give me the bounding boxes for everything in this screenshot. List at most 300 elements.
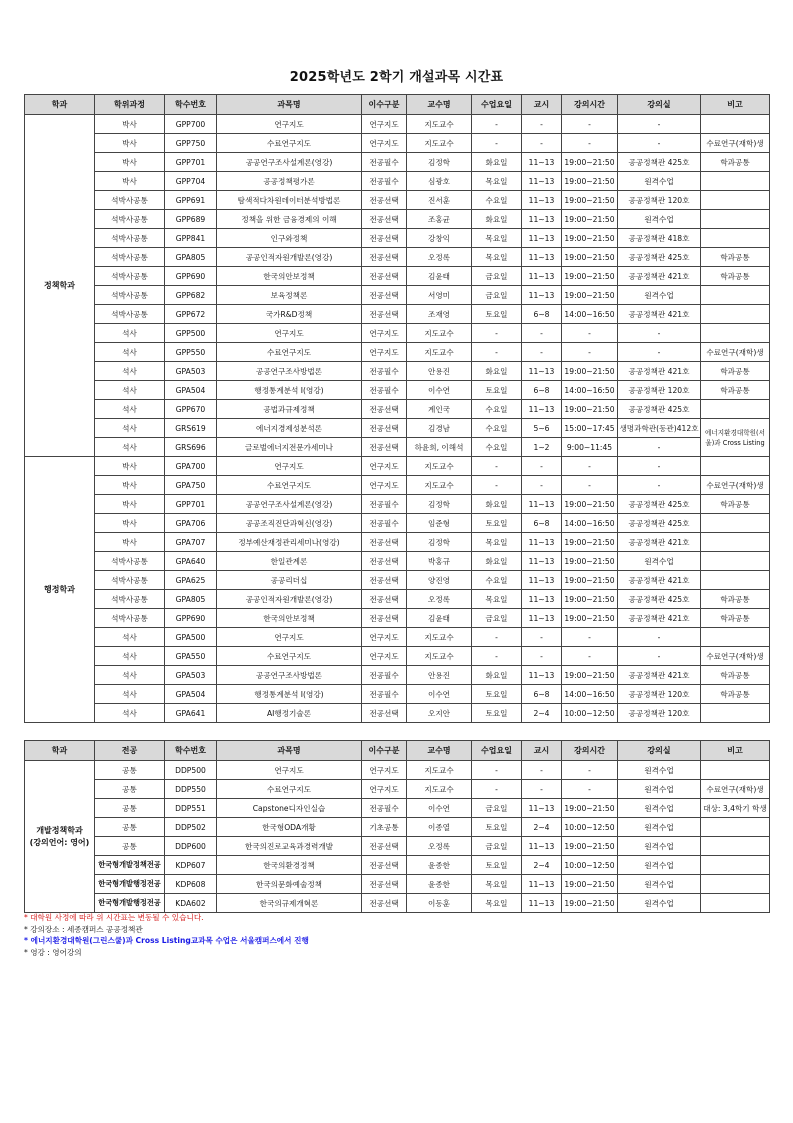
course-code-cell: GPP690: [165, 267, 217, 286]
weekday-cell: 수요일: [472, 571, 522, 590]
course-code-cell: GPA805: [165, 248, 217, 267]
course-title-cell: 정부예산재정관리세미나(영강): [217, 533, 362, 552]
course-title-cell: 수료연구지도: [217, 647, 362, 666]
course-code-cell: GPP701: [165, 495, 217, 514]
course-title-cell: 국가R&D정책: [217, 305, 362, 324]
professor-cell: 이수연: [407, 799, 472, 818]
course-type-cell: 전공선택: [362, 210, 407, 229]
classroom-cell: -: [618, 457, 701, 476]
classroom-cell: 공공정책관 425호: [618, 590, 701, 609]
degree-cell: 석사: [95, 438, 165, 457]
remarks-cell: 대상: 3,4학기 학생: [701, 799, 770, 818]
course-title-cell: 행정통계분석 Ⅰ(영강): [217, 381, 362, 400]
major-cell: 공통: [95, 799, 165, 818]
period-cell: -: [522, 476, 562, 495]
course-title-cell: 공공연구조사설계론(영강): [217, 495, 362, 514]
course-code-cell: GPP670: [165, 400, 217, 419]
lecture-time-cell: -: [562, 761, 618, 780]
table-row: [25, 267, 770, 286]
degree-cell: 석사: [95, 685, 165, 704]
column-header: 강의시간: [562, 95, 618, 115]
remarks-cell: 수료연구(재학)생: [701, 134, 770, 153]
professor-cell: 오정록: [407, 590, 472, 609]
weekday-cell: -: [472, 343, 522, 362]
period-cell: 11~13: [522, 400, 562, 419]
period-cell: 6~8: [522, 305, 562, 324]
professor-cell: 지도교수: [407, 457, 472, 476]
course-title-cell: 연구지도: [217, 761, 362, 780]
professor-cell: 조홍균: [407, 210, 472, 229]
weekday-cell: 화요일: [472, 153, 522, 172]
classroom-cell: 공공정책관 120호: [618, 381, 701, 400]
weekday-cell: 목요일: [472, 894, 522, 913]
professor-cell: 지도교수: [407, 780, 472, 799]
professor-cell: 오정록: [407, 248, 472, 267]
professor-cell: 김정학: [407, 153, 472, 172]
period-cell: 11~13: [522, 533, 562, 552]
remarks-cell: [701, 115, 770, 134]
department-cell: 행정학과: [25, 457, 95, 723]
classroom-cell: 공공정책관 425호: [618, 153, 701, 172]
weekday-cell: 토요일: [472, 381, 522, 400]
period-cell: 11~13: [522, 590, 562, 609]
lecture-time-cell: 19:00~21:50: [562, 666, 618, 685]
course-code-cell: GPA503: [165, 362, 217, 381]
course-code-cell: GPP689: [165, 210, 217, 229]
weekday-cell: 목요일: [472, 172, 522, 191]
weekday-cell: 토요일: [472, 514, 522, 533]
course-type-cell: 연구지도: [362, 115, 407, 134]
course-type-cell: 전공선택: [362, 552, 407, 571]
degree-cell: 박사: [95, 115, 165, 134]
lecture-time-cell: -: [562, 324, 618, 343]
professor-cell: 김윤태: [407, 609, 472, 628]
remarks-cell: [701, 875, 770, 894]
weekday-cell: 수요일: [472, 400, 522, 419]
course-title-cell: 한국의규제개혁론: [217, 894, 362, 913]
course-type-cell: 전공필수: [362, 666, 407, 685]
course-type-cell: 전공선택: [362, 267, 407, 286]
classroom-cell: 공공정책관 120호: [618, 191, 701, 210]
classroom-cell: 공공정책관 425호: [618, 495, 701, 514]
period-cell: 2~4: [522, 704, 562, 723]
remarks-cell: [701, 400, 770, 419]
professor-cell: 오정록: [407, 837, 472, 856]
table-row: [25, 818, 770, 837]
course-type-cell: 전공선택: [362, 248, 407, 267]
course-title-cell: 연구지도: [217, 115, 362, 134]
lecture-time-cell: -: [562, 628, 618, 647]
remarks-cell: [701, 210, 770, 229]
degree-cell: 석박사공통: [95, 229, 165, 248]
course-type-cell: 전공필수: [362, 381, 407, 400]
period-cell: -: [522, 780, 562, 799]
course-title-cell: 연구지도: [217, 628, 362, 647]
lecture-time-cell: 19:00~21:50: [562, 552, 618, 571]
weekday-cell: -: [472, 476, 522, 495]
remarks-cell: [701, 552, 770, 571]
remarks-cell: [701, 286, 770, 305]
period-cell: 11~13: [522, 894, 562, 913]
remarks-cell: [701, 571, 770, 590]
course-title-cell: 공공조직진단과혁신(영강): [217, 514, 362, 533]
degree-cell: 석사: [95, 666, 165, 685]
lecture-time-cell: 19:00~21:50: [562, 837, 618, 856]
course-type-cell: 연구지도: [362, 761, 407, 780]
professor-cell: 지도교수: [407, 324, 472, 343]
course-type-cell: 연구지도: [362, 780, 407, 799]
table-row: [25, 115, 770, 134]
column-header: 학위과정: [95, 95, 165, 115]
lecture-time-cell: 19:00~21:50: [562, 286, 618, 305]
degree-cell: 석사: [95, 628, 165, 647]
classroom-cell: -: [618, 343, 701, 362]
weekday-cell: 수요일: [472, 438, 522, 457]
lecture-time-cell: 14:00~16:50: [562, 514, 618, 533]
department-name: 개발정책학과: [36, 825, 83, 835]
degree-cell: 석사: [95, 324, 165, 343]
classroom-cell: 공공정책관 421호: [618, 533, 701, 552]
weekday-cell: 화요일: [472, 495, 522, 514]
degree-cell: 석사: [95, 704, 165, 723]
course-code-cell: DDP502: [165, 818, 217, 837]
course-type-cell: 전공필수: [362, 685, 407, 704]
course-title-cell: 한국의환경정책: [217, 856, 362, 875]
course-type-cell: 전공필수: [362, 514, 407, 533]
major-cell: 한국형개발정책전공: [95, 856, 165, 875]
course-code-cell: GPP682: [165, 286, 217, 305]
lecture-language-note: (강의언어: 영어): [29, 837, 90, 847]
department-cell: [25, 761, 95, 913]
period-cell: 2~4: [522, 818, 562, 837]
professor-cell: 김정학: [407, 533, 472, 552]
professor-cell: 지도교수: [407, 134, 472, 153]
lecture-time-cell: -: [562, 457, 618, 476]
classroom-cell: 공공정책관 421호: [618, 362, 701, 381]
lecture-time-cell: 19:00~21:50: [562, 875, 618, 894]
course-code-cell: KDP608: [165, 875, 217, 894]
period-cell: -: [522, 115, 562, 134]
lecture-time-cell: -: [562, 476, 618, 495]
table-row: [25, 248, 770, 267]
weekday-cell: -: [472, 115, 522, 134]
course-title-cell: 공공연구조사방법론: [217, 666, 362, 685]
remarks-cell: 학과공통: [701, 495, 770, 514]
lecture-time-cell: -: [562, 343, 618, 362]
column-header: 강의실: [618, 741, 701, 761]
lecture-time-cell: 10:00~12:50: [562, 818, 618, 837]
course-code-cell: GPP672: [165, 305, 217, 324]
classroom-cell: -: [618, 134, 701, 153]
classroom-cell: 원격수업: [618, 780, 701, 799]
remarks-cell: [701, 818, 770, 837]
table-row: [25, 457, 770, 476]
course-type-cell: 전공선택: [362, 571, 407, 590]
column-header: 이수구분: [362, 95, 407, 115]
lecture-time-cell: 19:00~21:50: [562, 153, 618, 172]
professor-cell: 김정학: [407, 495, 472, 514]
course-title-cell: 탐색적다차원데이터분석방법론: [217, 191, 362, 210]
column-header: 교수명: [407, 741, 472, 761]
note-cross-listing: * 에너지환경대학원(그린스쿨)과 Cross Listing교과목 수업은 서울캠퍼스에서 진행: [24, 936, 309, 945]
note-location: * 강의장소 : 세종캠퍼스 공공정책관: [24, 924, 143, 934]
course-code-cell: GPP700: [165, 115, 217, 134]
course-type-cell: 전공선택: [362, 305, 407, 324]
classroom-cell: 공공정책관 425호: [618, 400, 701, 419]
column-header: 강의실: [618, 95, 701, 115]
period-cell: 11~13: [522, 552, 562, 571]
column-header: 학과: [25, 95, 95, 115]
department-cell: 정책학과: [25, 115, 95, 457]
remarks-cell: 학과공통: [701, 590, 770, 609]
course-title-cell: 수료연구지도: [217, 476, 362, 495]
weekday-cell: 수요일: [472, 191, 522, 210]
remarks-cell: [701, 628, 770, 647]
weekday-cell: 목요일: [472, 229, 522, 248]
course-code-cell: GPA707: [165, 533, 217, 552]
lecture-time-cell: 19:00~21:50: [562, 609, 618, 628]
course-title-cell: 수료연구지도: [217, 134, 362, 153]
period-cell: 11~13: [522, 495, 562, 514]
classroom-cell: -: [618, 438, 701, 457]
professor-cell: 심광호: [407, 172, 472, 191]
lecture-time-cell: -: [562, 780, 618, 799]
course-type-cell: 전공선택: [362, 856, 407, 875]
course-code-cell: DDP600: [165, 837, 217, 856]
course-code-cell: KDA602: [165, 894, 217, 913]
professor-cell: 윤종한: [407, 856, 472, 875]
table-row: [25, 894, 770, 913]
weekday-cell: 목요일: [472, 590, 522, 609]
lecture-time-cell: -: [562, 134, 618, 153]
classroom-cell: -: [618, 324, 701, 343]
remarks-cell: 학과공통: [701, 267, 770, 286]
table-row: [25, 837, 770, 856]
remarks-cell: 수료연구(재학)생: [701, 343, 770, 362]
course-code-cell: GPP500: [165, 324, 217, 343]
table-row: [25, 153, 770, 172]
period-cell: 11~13: [522, 210, 562, 229]
professor-cell: 지도교수: [407, 761, 472, 780]
course-type-cell: 전공선택: [362, 704, 407, 723]
table-row: [25, 400, 770, 419]
table-row: [25, 628, 770, 647]
weekday-cell: -: [472, 761, 522, 780]
table-row: [25, 381, 770, 400]
course-title-cell: 수료연구지도: [217, 343, 362, 362]
course-title-cell: 한국의진로교육과경력개발: [217, 837, 362, 856]
classroom-cell: -: [618, 476, 701, 495]
weekday-cell: 금요일: [472, 837, 522, 856]
course-type-cell: 전공필수: [362, 495, 407, 514]
course-type-cell: 전공필수: [362, 362, 407, 381]
weekday-cell: 토요일: [472, 856, 522, 875]
professor-cell: 이종열: [407, 818, 472, 837]
professor-cell: 양진영: [407, 571, 472, 590]
course-title-cell: 한국형ODA개황: [217, 818, 362, 837]
course-type-cell: 전공선택: [362, 875, 407, 894]
course-title-cell: 정책을 위한 금융경제의 이해: [217, 210, 362, 229]
course-type-cell: 연구지도: [362, 343, 407, 362]
remarks-cell: [701, 533, 770, 552]
table-row: [25, 343, 770, 362]
course-type-cell: 연구지도: [362, 457, 407, 476]
course-title-cell: 한국의안보정책: [217, 609, 362, 628]
professor-cell: 지도교수: [407, 476, 472, 495]
degree-cell: 석박사공통: [95, 552, 165, 571]
lecture-time-cell: 19:00~21:50: [562, 210, 618, 229]
lecture-time-cell: 19:00~21:50: [562, 191, 618, 210]
degree-cell: 박사: [95, 134, 165, 153]
column-header: 학과: [25, 741, 95, 761]
professor-cell: 오지안: [407, 704, 472, 723]
course-title-cell: 연구지도: [217, 457, 362, 476]
major-cell: 한국형개발행정전공: [95, 894, 165, 913]
page-title: 2025학년도 2학기 개설과목 시간표: [289, 70, 504, 85]
weekday-cell: -: [472, 628, 522, 647]
period-cell: 1~2: [522, 438, 562, 457]
table-row: [25, 761, 770, 780]
professor-cell: 김경남: [407, 419, 472, 438]
lecture-time-cell: 19:00~21:50: [562, 571, 618, 590]
course-code-cell: GPA641: [165, 704, 217, 723]
course-code-cell: GPP691: [165, 191, 217, 210]
course-code-cell: GPA500: [165, 628, 217, 647]
table-row: [25, 609, 770, 628]
weekday-cell: 화요일: [472, 362, 522, 381]
table-row: [25, 780, 770, 799]
column-header: 비고: [701, 741, 770, 761]
course-title-cell: 공법과규제정책: [217, 400, 362, 419]
course-title-cell: 인구와정책: [217, 229, 362, 248]
classroom-cell: 원격수업: [618, 837, 701, 856]
course-type-cell: 전공선택: [362, 894, 407, 913]
classroom-cell: 원격수업: [618, 856, 701, 875]
degree-cell: 석박사공통: [95, 571, 165, 590]
lecture-time-cell: 19:00~21:50: [562, 590, 618, 609]
classroom-cell: 원격수업: [618, 210, 701, 229]
degree-cell: 석사: [95, 381, 165, 400]
professor-cell: 지도교수: [407, 343, 472, 362]
period-cell: 6~8: [522, 381, 562, 400]
major-cell: 공통: [95, 761, 165, 780]
period-cell: 11~13: [522, 286, 562, 305]
period-cell: -: [522, 343, 562, 362]
table-row: [25, 552, 770, 571]
period-cell: 6~8: [522, 685, 562, 704]
table-row: [25, 305, 770, 324]
table-row: [25, 419, 770, 438]
course-code-cell: GRS619: [165, 419, 217, 438]
weekday-cell: 목요일: [472, 875, 522, 894]
degree-cell: 석사: [95, 362, 165, 381]
course-type-cell: 전공선택: [362, 438, 407, 457]
classroom-cell: 공공정책관 120호: [618, 704, 701, 723]
weekday-cell: 화요일: [472, 210, 522, 229]
lecture-time-cell: 14:00~16:50: [562, 305, 618, 324]
course-type-cell: 전공선택: [362, 419, 407, 438]
table-row: [25, 362, 770, 381]
course-code-cell: DDP550: [165, 780, 217, 799]
course-title-cell: 수료연구지도: [217, 780, 362, 799]
lecture-time-cell: 19:00~21:50: [562, 172, 618, 191]
classroom-cell: 생명과학관(동관)412호: [618, 419, 701, 438]
professor-cell: 윤종한: [407, 875, 472, 894]
remarks-cell: 학과공통: [701, 248, 770, 267]
course-type-cell: 연구지도: [362, 324, 407, 343]
period-cell: 11~13: [522, 799, 562, 818]
weekday-cell: -: [472, 647, 522, 666]
course-code-cell: GPA750: [165, 476, 217, 495]
remarks-cell: [701, 837, 770, 856]
weekday-cell: -: [472, 324, 522, 343]
degree-cell: 석박사공통: [95, 267, 165, 286]
period-cell: 5~6: [522, 419, 562, 438]
course-code-cell: GPA504: [165, 685, 217, 704]
course-type-cell: 연구지도: [362, 134, 407, 153]
remarks-cell: 수료연구(재학)생: [701, 647, 770, 666]
column-header: 비고: [701, 95, 770, 115]
course-type-cell: 전공선택: [362, 191, 407, 210]
table-row: [25, 590, 770, 609]
course-title-cell: 에너지경제성분석론: [217, 419, 362, 438]
course-code-cell: GPP841: [165, 229, 217, 248]
period-cell: -: [522, 647, 562, 666]
remarks-cell: 학과공통: [701, 381, 770, 400]
course-type-cell: 전공필수: [362, 172, 407, 191]
professor-cell: 진서훈: [407, 191, 472, 210]
table-row: [25, 286, 770, 305]
column-header: 과목명: [217, 741, 362, 761]
course-title-cell: 행정통계분석 Ⅰ(영강): [217, 685, 362, 704]
course-title-cell: Capstone디자인실습: [217, 799, 362, 818]
professor-cell: 이수연: [407, 685, 472, 704]
degree-cell: 석박사공통: [95, 191, 165, 210]
degree-cell: 박사: [95, 514, 165, 533]
professor-cell: 임준형: [407, 514, 472, 533]
course-title-cell: 연구지도: [217, 324, 362, 343]
classroom-cell: 원격수업: [618, 172, 701, 191]
course-code-cell: GPA805: [165, 590, 217, 609]
remarks-cell: [701, 761, 770, 780]
weekday-cell: -: [472, 780, 522, 799]
course-type-cell: 전공선택: [362, 286, 407, 305]
remarks-cell: [701, 704, 770, 723]
lecture-time-cell: 10:00~12:50: [562, 704, 618, 723]
professor-cell: 계인국: [407, 400, 472, 419]
classroom-cell: -: [618, 628, 701, 647]
degree-cell: 박사: [95, 153, 165, 172]
remarks-cell: 학과공통: [701, 362, 770, 381]
remarks-cell: 에너지환경대학원(서울)과 Cross Listing: [701, 419, 770, 457]
weekday-cell: 금요일: [472, 799, 522, 818]
period-cell: 11~13: [522, 837, 562, 856]
degree-cell: 석박사공통: [95, 210, 165, 229]
classroom-cell: 공공정책관 421호: [618, 267, 701, 286]
weekday-cell: -: [472, 457, 522, 476]
remarks-cell: [701, 894, 770, 913]
weekday-cell: 토요일: [472, 818, 522, 837]
lecture-time-cell: 10:00~12:50: [562, 856, 618, 875]
weekday-cell: -: [472, 134, 522, 153]
period-cell: -: [522, 761, 562, 780]
schedule-table-policy-admin: [24, 94, 770, 723]
course-title-cell: 글로벌에너지전문가세미나: [217, 438, 362, 457]
remarks-cell: [701, 305, 770, 324]
column-header: 교시: [522, 95, 562, 115]
degree-cell: 석사: [95, 647, 165, 666]
degree-cell: 석박사공통: [95, 305, 165, 324]
